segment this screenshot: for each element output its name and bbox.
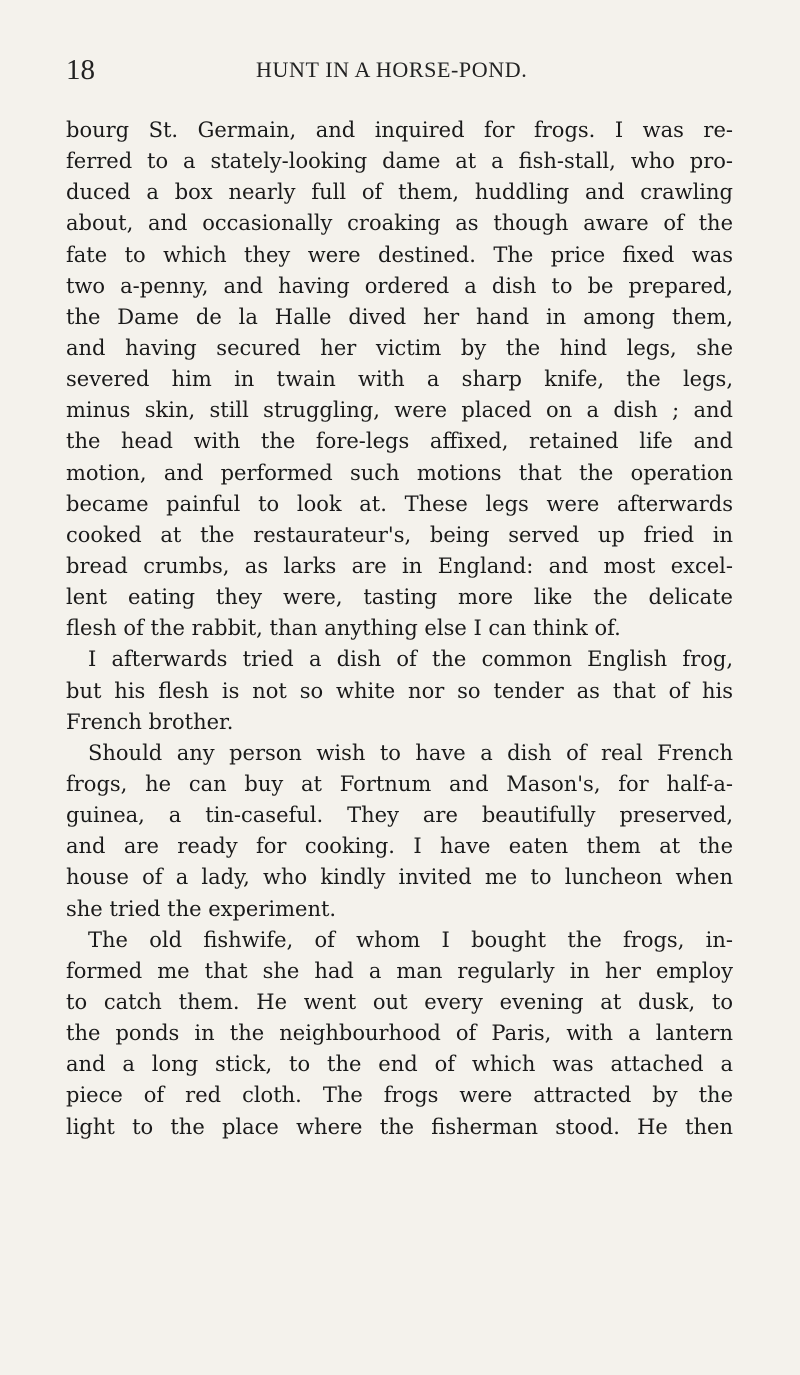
text-line: piece of red cloth. The frogs were attracted by the (66, 1083, 733, 1108)
text-line: to catch them. He went out every evening at dusk, to (66, 989, 733, 1014)
text-line: cooked at the restaurateur's, being served up fried in (66, 522, 733, 547)
text-line: French brother. (66, 709, 234, 734)
text-line: motion, and performed such motions that the operation (66, 460, 733, 485)
text-line: minus skin, still struggling, were placed on a dish ; and (66, 398, 733, 423)
text-line: house of a lady, who kindly invited me to luncheon when (66, 865, 733, 890)
running-head: HUNT IN A HORSE-POND. (256, 57, 528, 82)
paragraph-start-line: Should any person wish to have a dish of real French (88, 740, 733, 765)
text-line: she tried the experiment. (66, 896, 337, 921)
text-line: two a-penny, and having ordered a dish to be prepared, (66, 273, 733, 298)
text-line: and having secured her victim by the hind legs, she (66, 335, 733, 360)
text-line: and are ready for cooking. I have eaten them at the (66, 834, 733, 859)
text-line: fate to which they were destined. The price fixed was (66, 242, 733, 267)
page-number: 18 (66, 54, 95, 86)
text-line: frogs, he can buy at Fortnum and Mason's, for half-a- (66, 771, 733, 796)
text-line: formed me that she had a man regularly in her employ (66, 958, 733, 983)
text-line: lent eating they were, tasting more like the delicate (66, 585, 733, 610)
text-line: the head with the fore-legs affixed, retained life and (66, 429, 733, 454)
text-line: became painful to look at. These legs were afterwards (66, 491, 733, 516)
text-line: about, and occasionally croaking as though aware of the (66, 211, 733, 236)
text-line: the ponds in the neighbourhood of Paris, with a lantern (66, 1021, 733, 1046)
text-line: duced a box nearly full of them, huddling and crawling (66, 180, 733, 205)
body-text (66, 115, 733, 1143)
text-line: bourg St. Germain, and inquired for frogs. I was re- (66, 118, 733, 142)
text-line: the Dame de la Halle dived her hand in among them, (66, 304, 733, 329)
text-line: ferred to a stately-looking dame at a fish-stall, who pro- (66, 149, 733, 174)
text-line: light to the place where the fisherman stood. He then (66, 1114, 733, 1139)
text-line: and a long stick, to the end of which was attached a (66, 1052, 733, 1077)
text-line: severed him in twain with a sharp knife, the legs, (66, 367, 733, 392)
text-line: bread crumbs, as larks are in England: and most excel- (66, 553, 733, 578)
paragraph-start-line: I afterwards tried a dish of the common English frog, (88, 647, 733, 672)
text-line: flesh of the rabbit, than anything else I can think of. (66, 616, 621, 641)
text-line: guinea, a tin-caseful. They are beautifully preserved, (66, 803, 733, 828)
paragraph-start-line: The old fishwife, of whom I bought the frogs, in- (88, 927, 733, 952)
text-line: but his flesh is not so white nor so tender as that of his (66, 678, 733, 703)
page-header (66, 54, 726, 90)
